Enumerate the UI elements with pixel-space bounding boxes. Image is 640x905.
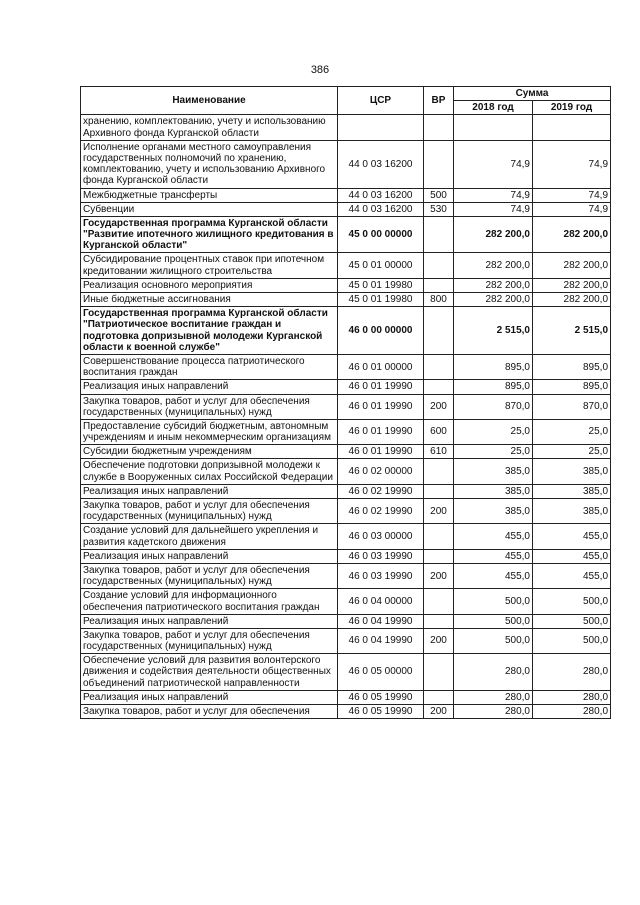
row-2019-cell: 25,0 xyxy=(533,419,611,444)
table-row xyxy=(81,563,611,588)
row-csr-cell: 46 0 03 00000 xyxy=(338,524,424,549)
row-name-cell: Межбюджетные трансферты xyxy=(81,188,338,202)
table-row xyxy=(81,380,611,394)
row-vr-cell xyxy=(424,614,454,628)
row-vr-cell xyxy=(424,380,454,394)
row-name-cell: Закупка товаров, работ и услуг для обеспечения государственных (муниципальных) нужд xyxy=(81,499,338,524)
row-vr-cell xyxy=(424,354,454,379)
row-csr-cell: 46 0 04 19990 xyxy=(338,614,424,628)
budget-table xyxy=(80,86,611,719)
row-2018-cell: 455,0 xyxy=(454,549,533,563)
page-number: 386 xyxy=(310,64,330,76)
row-2019-cell: 282 200,0 xyxy=(533,278,611,292)
table-row xyxy=(81,524,611,549)
header-sum: Сумма xyxy=(454,87,611,101)
row-2019-cell xyxy=(533,115,611,140)
row-2018-cell: 74,9 xyxy=(454,202,533,216)
row-name-cell: Государственная программа Курганской области "Патриотическое воспитание граждан и подготовка допризывной молодежи Курганской области к военной службе" xyxy=(81,307,338,355)
row-name-cell: Закупка товаров, работ и услуг для обеспечения государственных (муниципальных) нужд xyxy=(81,628,338,653)
row-name-cell: Реализация иных направлений xyxy=(81,690,338,704)
row-vr-cell: 200 xyxy=(424,705,454,719)
row-name-cell: Субсидирование процентных ставок при ипотечном кредитовании жилищного строительства xyxy=(81,253,338,278)
header-2018: 2018 год xyxy=(454,101,533,115)
row-name-cell: хранению, комплектованию, учету и использованию Архивного фонда Курганской области xyxy=(81,115,338,140)
row-2018-cell: 2 515,0 xyxy=(454,307,533,355)
row-vr-cell xyxy=(424,216,454,253)
table-row xyxy=(81,394,611,419)
row-name-cell: Предоставление субсидий бюджетным, автономным учреждениям и иным некоммерческим организациям xyxy=(81,419,338,444)
row-2018-cell: 500,0 xyxy=(454,628,533,653)
row-name-cell: Государственная программа Курганской области "Развитие ипотечного жилищного кредитования в Курганской области" xyxy=(81,216,338,253)
row-2018-cell: 280,0 xyxy=(454,690,533,704)
row-vr-cell xyxy=(424,549,454,563)
row-2018-cell: 280,0 xyxy=(454,705,533,719)
row-vr-cell: 610 xyxy=(424,445,454,459)
row-2019-cell: 282 200,0 xyxy=(533,293,611,307)
row-vr-cell xyxy=(424,484,454,498)
row-vr-cell: 530 xyxy=(424,202,454,216)
row-name-cell: Исполнение органами местного самоуправления государственных полномочий по хранению, комплектованию, учету и использованию Архивного фонда Курганской области xyxy=(81,140,338,188)
row-csr-cell: 46 0 03 19990 xyxy=(338,549,424,563)
row-name-cell: Закупка товаров, работ и услуг для обеспечения xyxy=(81,705,338,719)
row-vr-cell xyxy=(424,307,454,355)
row-name-cell: Реализация иных направлений xyxy=(81,484,338,498)
row-csr-cell: 46 0 03 19990 xyxy=(338,563,424,588)
row-2018-cell: 455,0 xyxy=(454,563,533,588)
row-vr-cell: 200 xyxy=(424,394,454,419)
row-vr-cell: 200 xyxy=(424,563,454,588)
header-vr: ВР xyxy=(424,87,454,115)
row-vr-cell xyxy=(424,690,454,704)
row-2019-cell: 455,0 xyxy=(533,524,611,549)
row-csr-cell: 46 0 01 19990 xyxy=(338,394,424,419)
table-row xyxy=(81,216,611,253)
row-vr-cell xyxy=(424,253,454,278)
row-2018-cell xyxy=(454,115,533,140)
row-2018-cell: 895,0 xyxy=(454,354,533,379)
table-row xyxy=(81,690,611,704)
row-2018-cell: 282 200,0 xyxy=(454,253,533,278)
table-row xyxy=(81,445,611,459)
row-2019-cell: 895,0 xyxy=(533,380,611,394)
row-csr-cell: 45 0 01 19980 xyxy=(338,293,424,307)
row-name-cell: Субвенции xyxy=(81,202,338,216)
row-csr-cell: 46 0 05 19990 xyxy=(338,705,424,719)
row-name-cell: Субсидии бюджетным учреждениям xyxy=(81,445,338,459)
row-name-cell: Совершенствование процесса патриотического воспитания граждан xyxy=(81,354,338,379)
row-2019-cell: 385,0 xyxy=(533,484,611,498)
row-2018-cell: 385,0 xyxy=(454,484,533,498)
row-csr-cell: 46 0 00 00000 xyxy=(338,307,424,355)
table-row xyxy=(81,549,611,563)
row-2019-cell: 385,0 xyxy=(533,459,611,484)
table-row xyxy=(81,293,611,307)
row-vr-cell xyxy=(424,589,454,614)
row-csr-cell: 46 0 04 19990 xyxy=(338,628,424,653)
row-2019-cell: 2 515,0 xyxy=(533,307,611,355)
row-name-cell: Закупка товаров, работ и услуг для обеспечения государственных (муниципальных) нужд xyxy=(81,563,338,588)
row-2018-cell: 385,0 xyxy=(454,459,533,484)
row-2018-cell: 500,0 xyxy=(454,614,533,628)
row-csr-cell: 46 0 02 19990 xyxy=(338,499,424,524)
row-csr-cell: 46 0 02 00000 xyxy=(338,459,424,484)
row-2018-cell: 282 200,0 xyxy=(454,293,533,307)
table-row xyxy=(81,484,611,498)
table-row xyxy=(81,499,611,524)
row-csr-cell: 46 0 01 00000 xyxy=(338,354,424,379)
table-row xyxy=(81,253,611,278)
row-vr-cell: 500 xyxy=(424,188,454,202)
row-2018-cell: 282 200,0 xyxy=(454,278,533,292)
table-row xyxy=(81,115,611,140)
row-2018-cell: 282 200,0 xyxy=(454,216,533,253)
table-row xyxy=(81,354,611,379)
row-2019-cell: 385,0 xyxy=(533,499,611,524)
row-2018-cell: 25,0 xyxy=(454,445,533,459)
row-csr-cell: 46 0 01 19990 xyxy=(338,380,424,394)
row-csr-cell: 46 0 04 00000 xyxy=(338,589,424,614)
table-row xyxy=(81,140,611,188)
row-name-cell: Реализация иных направлений xyxy=(81,549,338,563)
row-vr-cell: 800 xyxy=(424,293,454,307)
row-2018-cell: 385,0 xyxy=(454,499,533,524)
table-row xyxy=(81,628,611,653)
row-2018-cell: 455,0 xyxy=(454,524,533,549)
row-vr-cell xyxy=(424,654,454,691)
row-csr-cell: 46 0 05 00000 xyxy=(338,654,424,691)
table-row xyxy=(81,459,611,484)
row-2019-cell: 74,9 xyxy=(533,140,611,188)
row-csr-cell: 45 0 00 00000 xyxy=(338,216,424,253)
row-vr-cell xyxy=(424,524,454,549)
row-csr-cell: 44 0 03 16200 xyxy=(338,140,424,188)
row-2018-cell: 895,0 xyxy=(454,380,533,394)
row-vr-cell xyxy=(424,278,454,292)
table-body xyxy=(81,115,611,719)
row-name-cell: Реализация иных направлений xyxy=(81,614,338,628)
row-name-cell: Создание условий для информационного обеспечения патриотического воспитания граждан xyxy=(81,589,338,614)
row-2019-cell: 280,0 xyxy=(533,654,611,691)
table-row xyxy=(81,705,611,719)
table-row xyxy=(81,419,611,444)
header-name: Наименование xyxy=(81,87,338,115)
row-name-cell: Закупка товаров, работ и услуг для обеспечения государственных (муниципальных) нужд xyxy=(81,394,338,419)
row-vr-cell xyxy=(424,140,454,188)
row-csr-cell: 46 0 01 19990 xyxy=(338,445,424,459)
table-row xyxy=(81,307,611,355)
row-2019-cell: 282 200,0 xyxy=(533,216,611,253)
row-vr-cell xyxy=(424,459,454,484)
row-2018-cell: 500,0 xyxy=(454,589,533,614)
row-csr-cell: 44 0 03 16200 xyxy=(338,202,424,216)
row-2018-cell: 280,0 xyxy=(454,654,533,691)
row-2019-cell: 870,0 xyxy=(533,394,611,419)
row-vr-cell: 200 xyxy=(424,628,454,653)
table-row xyxy=(81,654,611,691)
row-csr-cell: 45 0 01 19980 xyxy=(338,278,424,292)
row-csr-cell: 46 0 02 19990 xyxy=(338,484,424,498)
table-row xyxy=(81,278,611,292)
row-2018-cell: 870,0 xyxy=(454,394,533,419)
row-2019-cell: 895,0 xyxy=(533,354,611,379)
row-2018-cell: 74,9 xyxy=(454,140,533,188)
row-2019-cell: 500,0 xyxy=(533,628,611,653)
row-name-cell: Обеспечение условий для развития волонтерского движения и содействия деятельности общественных объединений патриотической направленности xyxy=(81,654,338,691)
row-2019-cell: 500,0 xyxy=(533,614,611,628)
row-2019-cell: 280,0 xyxy=(533,705,611,719)
row-2019-cell: 74,9 xyxy=(533,188,611,202)
row-2019-cell: 25,0 xyxy=(533,445,611,459)
row-vr-cell: 200 xyxy=(424,499,454,524)
row-2019-cell: 282 200,0 xyxy=(533,253,611,278)
row-2019-cell: 280,0 xyxy=(533,690,611,704)
row-csr-cell: 46 0 01 19990 xyxy=(338,419,424,444)
row-vr-cell xyxy=(424,115,454,140)
row-csr-cell xyxy=(338,115,424,140)
row-2019-cell: 455,0 xyxy=(533,563,611,588)
row-name-cell: Реализация основного мероприятия xyxy=(81,278,338,292)
row-csr-cell: 44 0 03 16200 xyxy=(338,188,424,202)
row-name-cell: Создание условий для дальнейшего укрепления и развития кадетского движения xyxy=(81,524,338,549)
table-row xyxy=(81,614,611,628)
table-row xyxy=(81,188,611,202)
row-2019-cell: 500,0 xyxy=(533,589,611,614)
table-row xyxy=(81,202,611,216)
row-name-cell: Обеспечение подготовки допризывной молодежи к службе в Вооруженных силах Российской Федерации xyxy=(81,459,338,484)
row-csr-cell: 45 0 01 00000 xyxy=(338,253,424,278)
row-csr-cell: 46 0 05 19990 xyxy=(338,690,424,704)
row-2019-cell: 455,0 xyxy=(533,549,611,563)
row-vr-cell: 600 xyxy=(424,419,454,444)
row-name-cell: Иные бюджетные ассигнования xyxy=(81,293,338,307)
row-name-cell: Реализация иных направлений xyxy=(81,380,338,394)
row-2018-cell: 25,0 xyxy=(454,419,533,444)
row-2018-cell: 74,9 xyxy=(454,188,533,202)
row-2019-cell: 74,9 xyxy=(533,202,611,216)
table-row xyxy=(81,589,611,614)
header-2019: 2019 год xyxy=(533,101,611,115)
header-csr: ЦСР xyxy=(338,87,424,115)
